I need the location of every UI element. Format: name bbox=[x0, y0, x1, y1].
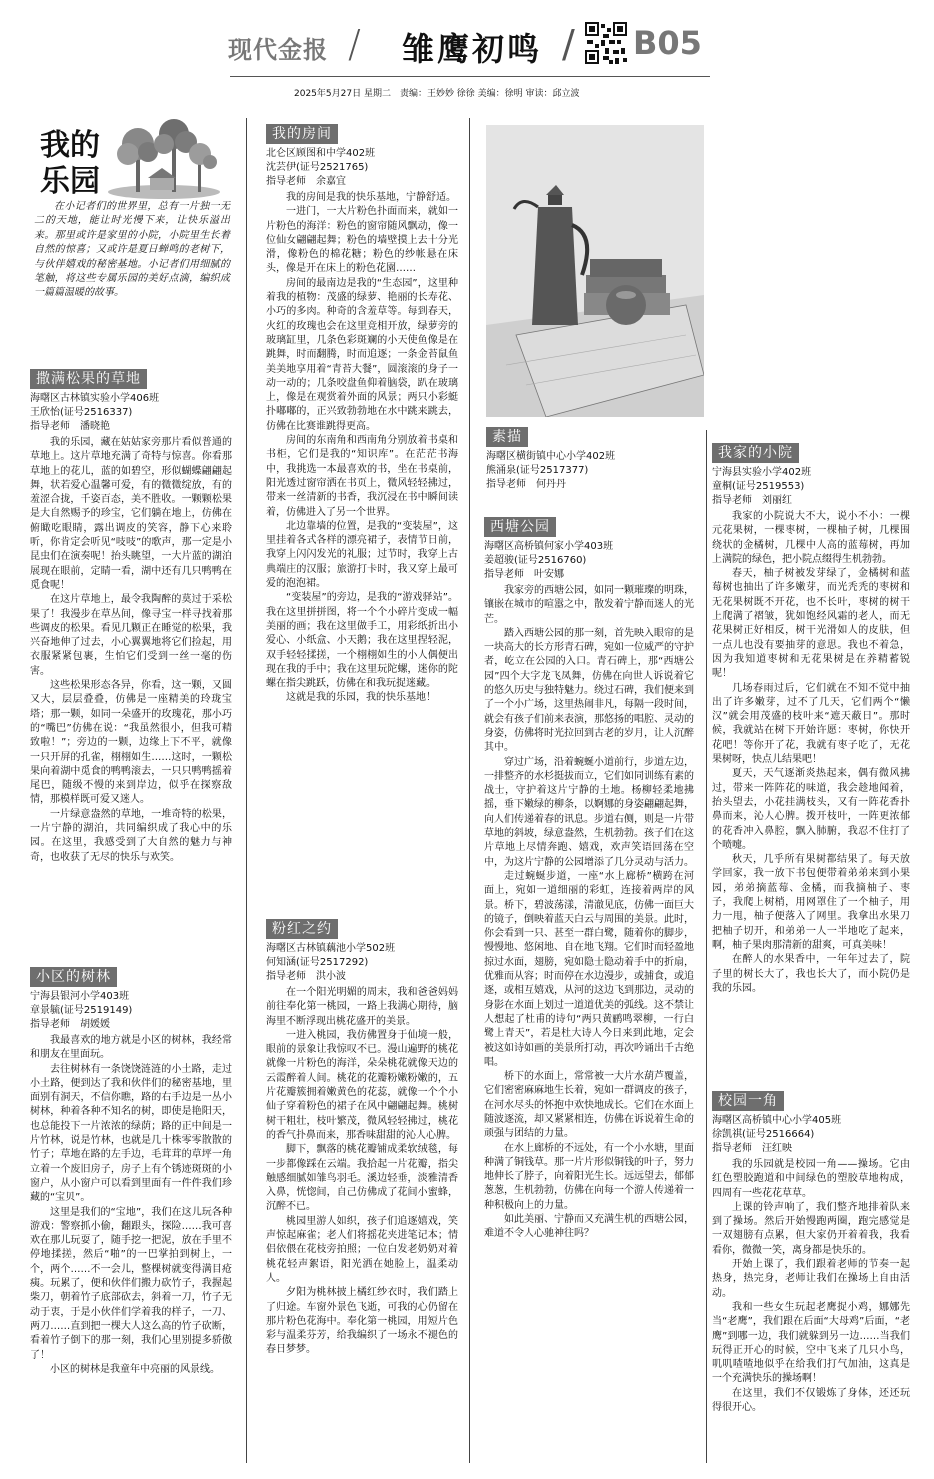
paragraph: 这就是我的乐园，我的快乐基地！ bbox=[286, 692, 436, 704]
paragraph: 一进门，一大片粉色扑面而来，就如一片粉色的海洋：粉色的窗帘随风飘动，像一位仙女翩翩起舞；粉色的墙壁摸上去十分光滑，像粉色的棉花糖；粉色的纱帐悬在床头，像是开在床上的粉色花園…… bbox=[266, 206, 458, 275]
article-author: 熊涌泉(证号2517377) bbox=[486, 465, 589, 476]
paragraph: 踏入西塘公园的那一刻，首先映入眼帘的是一块高大的长方形青石碑，宛如一位威严的守护者，屹立在公园的入口。青石碑上，那“西塘公园”四个大字龙飞凤舞，仿佛在向世人诉说着它的悠久历史与独特魅力。绕过石碑，我们便来到了一个小广场，这里热闹非凡，每隔一段时间，就会有孩子们前来表演，那悠扬的唱腔、灵动的身姿，仿佛将时光拉回到古老的岁月，让人沉醉其中。 bbox=[484, 627, 694, 754]
paragraph: 我的乐园，藏在姑姑家旁那片看似普通的草地上。这片草地充满了奇特与惊喜。你看那草地上的花儿，蓝的如碧空，形似蝴蝶翩翩起舞，状若爱心温馨可爱，有的微微绽放，有的羞涩合拢，千姿百态，美不胜收。一颗颗松果是大自然赐予的珍宝，它们躺在地上，仿佛在俯瞰吃眼睛，露出调皮的笑容，静下心来聆听，你肯定会听见“吱吱”的歌声，那一定是小昆虫们在演奏呢！抬头眺望，一大片蓝的湖泊展现在眼前，定睛一看，湖中还有几只鸭鸭在觅食呢！ bbox=[30, 437, 232, 591]
article-author: 何知涵(证号2517292) bbox=[266, 957, 369, 968]
paragraph: 脚下，飘落的桃花瓣铺成柔软绒毯，每一步都像踩在云端。我拾起一片花瓣，指尖触感细腻如雏鸟羽毛。溪边轻垂，淡雅清香入鼻，恍惚间，自己仿佛成了花间小蜜蜂，沉醉不已。 bbox=[266, 1144, 458, 1213]
intro-text: 在小记者们的世界里，总有一片独一无二的天地，能让时光慢下来，让快乐溢出来。那里或许是家里的小院，小院里生长着自然的惊喜；又或许是夏日蝉鸣的老树下，与伙伴嬉戏的秘密基地。小记者们用细腻的笔触，将这些专属乐园的美好点滴，编织成一篇篇温暖的故事。 bbox=[34, 201, 230, 299]
article-school: 海曙区古林镇实验小学406班 bbox=[30, 393, 160, 404]
paragraph: 在这里，我们不仅锻炼了身体，还还玩得很开心。 bbox=[712, 1387, 910, 1414]
article-teacher: 指导老师 汪红映 bbox=[712, 1143, 792, 1154]
paragraph: 桃园里游人如织，孩子们追逐嬉戏，笑声惊起麻雀；老人们将摇花夹进笔记本；情侣依偎在花枝旁拍照；一位白发老奶奶对着桃花轻声絮语，阳光洒在她脸上，温柔动人。 bbox=[266, 1215, 458, 1284]
article-teacher: 指导老师 何丹丹 bbox=[486, 479, 566, 490]
article-author: 章景毓(证号2519149) bbox=[30, 1005, 133, 1016]
paragraph: 走过蜿蜒步道，一座“水上廊桥”横跨在河面上，宛如一道细丽的彩虹，连接着两岸的风景。桥下，碧波荡漾，清澈见底，仿佛一面巨大的镜子，倒映着蓝天白云与周围的美景。此时，你会看到一只、甚至一群白鹭，随着你的脚步，慢慢地、悠闲地、自在地飞翔。它们时而轻盈地掠过水面，翅膀，宛如隐士隐动着手中的折扇，优雅而从容；时而停在水边漫步，或捕食，或追逐，或相互嬉戏，从河的这边飞到那边，灵动的身影在水面上划过一道道优美的弧线。这不禁让人想起了杜甫的诗句“两只黄鹂鸣翠柳，一行白鹭上青天”，若是杜大诗人今日来到此地，定会被这如诗如画的美景所打动，再次吟诵出千古绝唱。 bbox=[484, 870, 694, 1068]
article-body bbox=[712, 510, 910, 996]
header-divider: / bbox=[562, 22, 575, 66]
paragraph: 上课的铃声响了，我们整齐地排着队来到了操场。然后开始慢跑两圈，跑完感觉是一双翅膀有点累，但大家仍开着着我，我看看你，微微一笑，离身都是快乐的。 bbox=[712, 1201, 910, 1256]
paragraph: 夕阳为桃林披上橘红纱衣时，我们踏上了归途。车窗外景色飞逝，可我的心仍留在那片粉色花海中。奉化第一桃园，用短片色彩与温柔芬芳，给我编织了一场永不褪色的春日梦梦。 bbox=[266, 1287, 458, 1356]
paragraph: 夏天，天气逐渐炎热起来，偶有微风拂过，带来一阵阵花的味道，我会趁地闻着，抬头望去，小花挂满枝头，又有一阵花香扑鼻而来，沁人心脾。拨开枝叶，一阵更浓郁的花香冲入鼻腔，飘入肺腑，我忍不住打了个喷嚏。 bbox=[712, 768, 910, 851]
article-title: 撒满松果的草地 bbox=[30, 369, 147, 389]
article-teacher: 指导老师 刘丽红 bbox=[712, 495, 792, 506]
article-teacher: 指导老师 胡媛媛 bbox=[30, 1019, 110, 1030]
paragraph: 房间的东南角和西南角分别放着书桌和书柜，它们是我的“知识库”。在茫茫书海中，我挑选一本最喜欢的书，坐在书桌前，阳光透过窗帘洒在书页上，微风轻轻拂过，带来一丝清新的书香，我沉浸在书中瞬间读着，仿佛进入了另一个世界。 bbox=[266, 435, 458, 518]
article-author: 沈芸伊(证号2521765) bbox=[266, 162, 369, 173]
intro-title bbox=[40, 128, 100, 200]
article-title: 小区的树林 bbox=[30, 967, 117, 987]
article-title: 西塘公园 bbox=[484, 517, 556, 537]
paragraph: 我和一些女生玩起老鹰捉小鸡，娜娜先当“老鹰”，我们跟在后面“大母鸡”后面，“老鹰”到哪一边，我们就躲到另一边……当我们玩得正开心的时候，空中飞来了几只小鸟，叽叽喳喳地似乎在给我们打气加油，这真是一个充满快乐的操场啊！ bbox=[712, 1301, 910, 1385]
intro-title-line: 乐园 bbox=[40, 164, 100, 199]
still-life-sketch-image bbox=[486, 125, 704, 417]
qr-code-icon[interactable] bbox=[585, 22, 627, 64]
paragraph: 这些松果形态各异，你看，这一颗，又圆又大，层层叠叠，仿佛是一座精美的玲珑宝塔；那一颗，如同一朵盛开的玫瑰花，那小巧的“嘴巴”仿佛在说：“我虽然很小，但我可精致啦！”；旁边的一颗，边缘上下不平，就像一只开屏的孔雀，栩栩如生……这时，一颗松果向着湖中觅食的鸭鸭滚去，一只只鸭鸭摇着尾巴，随级不慢的来到岸边，似乎在探察敌情，那模样既可爱又迷人。 bbox=[30, 680, 232, 806]
paragraph: 在这片草地上，最令我陶醉的莫过于采松果了！我漫步在草丛间，像寻宝一样寻找着那些调皮的松果。看见几颗正在睡觉的松果，我兴奋地伸了过去，小心翼翼地将它们捡起，用衣服紧紧包裹，生怕它们受到一丝一毫的伤害。 bbox=[30, 594, 232, 677]
paragraph: 我最喜欢的地方就是小区的树林，我经常和朋友在里面玩。 bbox=[30, 1035, 232, 1061]
article-body bbox=[484, 584, 694, 1242]
paragraph: “变装屋”的旁边，是我的“游戏驿站”。我在这里拼拼图，将一个个小碎片变成一幅美丽的画；我在这里做手工，用彩纸折出小爱心、小纸盒、小天鹅；我在这里捏轻泥，双手轻轻揉搓，一个栩栩如生的小人偶便出现在我的手中；我在这里玩陀螺，迷你的陀螺在指尖跳跃，仿佛在和我玩捉迷藏。 bbox=[266, 592, 458, 690]
article-woods bbox=[30, 966, 232, 1377]
newspaper-name: 现代金报 bbox=[228, 36, 328, 64]
article-school: 海曙区高桥镇何家小学403班 bbox=[484, 541, 614, 552]
paragraph: 春天，柚子树被发芽绿了，金橘树和蓝莓树也抽出了许多嫩芽，而光秃秃的枣树和无花果树既不开花，也不长叶，枣树的树干上爬满了褶皱，犹如饱经风霜的老人，而无花果树正好相反，树干光滑如人的皮肤，但一点儿也没有要抽芽的意思。我也不着急，因为我知道枣树和无花果树是在养精蓄锐呢！ bbox=[712, 568, 910, 680]
paragraph: 桥下的水面上，常常被一大片水葫芦覆盖，它们密密麻麻地生长着，宛如一群调皮的孩子，在河水尽头的怀抱中欢快地成长。它们在水面上随波逐流，却又紧紧相连，仿佛在诉说着生命的顽强与团结的力量。 bbox=[484, 1071, 694, 1140]
article-teacher: 指导老师 余嘉宜 bbox=[266, 176, 346, 187]
paragraph: 在水上廊桥的不远处，有一个小水塘，里面种满了铜钱草。那一片片形似铜钱的叶子，努力地伸长了脖子，向着阳光生长。远远望去，郁郁葱葱，生机勃勃，仿佛在向每一个游人传递着一种积极向上的力量。 bbox=[484, 1142, 694, 1211]
article-body bbox=[712, 1158, 910, 1415]
article-my-yard bbox=[712, 442, 910, 996]
paragraph: 几场春雨过后，它们就在不知不觉中抽出了许多嫩芽，过不了几天，它们两个“懒汉”就会用茂盛的枝叶来“遮天蔽日”。那时候，我就站在树下开始许愿：枣树，你快开花吧！等你开了花，我就有枣子吃了，无花果树呀，快点儿结果吧！ bbox=[712, 682, 910, 766]
issue-meta: 2025年5月27日 星期二 责编：王妙妙 徐徐 美编：徐明 审读：邱立波 bbox=[294, 89, 580, 99]
article-title: 我的房间 bbox=[266, 124, 338, 144]
paragraph: 在醉人的水果香中，一年年过去了，院子里的树长大了，我也长大了，而小院仍是我的乐园。 bbox=[712, 954, 910, 994]
column-divider bbox=[469, 118, 470, 1463]
paragraph: 开始上课了，我们跟着老师的节奏一起热身，热完身，老师让我们在操场上自由活动。 bbox=[712, 1259, 910, 1299]
paragraph: 我家旁的西塘公园，如同一颗璀璨的明珠，镶嵌在城市的喧嚣之中，散发着宁静而迷人的光芒。 bbox=[484, 585, 694, 625]
paragraph: 我的房间是我的快乐基地，宁静舒适。 bbox=[286, 192, 456, 203]
article-pink-date bbox=[266, 918, 458, 1358]
article-teacher: 指导老师 叶安娜 bbox=[484, 569, 564, 580]
paragraph: 这里是我们的“宝地”，我们在这儿玩各种游戏：警察抓小偷，翻跟头，探险……我可喜欢在那儿玩耍了，随手挖一把泥，放在手里不停地揉搓，然后“啪”的一巴掌拍到树上，一个，两个……不一会儿，整棵树就变得满目疮痍。玩累了，便和伙伴们搬力砍竹子，我握起柴刀，朝着竹子底部砍去，斜着一刀，竹子无动于衷，于是小伙伴们学着我的样子，一刀、两刀……直到把一棵大人这么高的竹子砍断，看着竹子倒下的那一刻，我们心里别提多骄傲了！ bbox=[30, 1206, 232, 1361]
paragraph: 秋天，几乎所有果树都结果了。每天放学回家，我一放下书包便带着弟弟来到小果园，弟弟摘蓝莓、金橘，而我摘柚子、枣子，我爬上树梢，用网罩住了一个柚子，用力一甩，柚子便落入了网里。我拿出水果刀把柚子切开，和弟弟一人一半地吃了起来，啊，柚子果肉那清新的甜爽，可真美味！ bbox=[712, 854, 910, 951]
article-school: 海曙区横街镇中心小学402班 bbox=[486, 451, 616, 462]
article-title: 粉红之约 bbox=[266, 919, 338, 939]
article-author: 王欣怡(证号2516337) bbox=[30, 407, 133, 418]
paragraph: 我家的小院说大不大，说小不小：一棵元花果树，一棵枣树，一棵柚子树，几棵围绕状的金橘树，几棵中人高的蓝莓树，再加上满院的绿色，把小院点缀得生机勃勃。 bbox=[712, 511, 910, 565]
paragraph: 房间的最南边是我的“生态园”，这里种着我的植物：茂盛的绿萝、艳丽的长寿花、小巧的多肉。种奇的含羞草等。每到春天，火红的玫瑰也会在这里竞相开放，绿萝旁的玻璃缸里，几条色彩斑斓的小天使鱼像是在跳舞，时而翻腾，时而追逐；一条金苔鼠鱼美美地享用着“青苔大餐”，圆滚滚的身子一动一动的；几条咬盘鱼仰着脑袋，趴在玻璃上，像是在观赏着外面的风景；两只小彩蜓扑嘟嘟的，正兴致勃勃地在水中跳来跳去，仿佛在比赛谁跳得更高。 bbox=[266, 277, 458, 432]
article-author: 徐凯祺(证号2516664) bbox=[712, 1129, 815, 1140]
paragraph: 在一个阳光明媚的周末，我和爸爸妈妈前往奉化第一桃园，一路上我满心期待，脑海里不断浮现出桃花盛开的美景。 bbox=[266, 987, 458, 1027]
article-sketch bbox=[486, 426, 686, 492]
paragraph: 穿过广场，沿着蜿蜒小道前行，步道左边，一排整齐的水杉挺拔而立，它们如同训练有素的战士，守护着这片宁静的土地。杨柳轻柔地拂摇，垂下嫩绿的柳条，以婀娜的身姿翩翩起舞，向人们传递着春的讯息。步道右侧，则是一片带草地的斜坡，绿意盎然，生机勃勃。孩子们在这片草地上尽情奔跑、嬉戏，欢声笑语回荡在空中，为这片宁静的公园增添了几分灵动与活力。 bbox=[484, 756, 694, 868]
article-my-room bbox=[266, 123, 458, 706]
intro-title-line: 我的 bbox=[40, 128, 100, 163]
article-body bbox=[266, 986, 458, 1358]
trees-illustration-icon bbox=[102, 118, 220, 200]
section-title: 雏鹰初鸣 bbox=[402, 30, 543, 68]
article-title: 校园一角 bbox=[712, 1091, 784, 1111]
article-school: 北仑区顾图和中学402班 bbox=[266, 148, 376, 159]
column-divider bbox=[246, 118, 247, 1463]
article-author: 姜超骏(证号2516760) bbox=[484, 555, 587, 566]
paragraph: 小区的树林是我童年中亮丽的风景线。 bbox=[50, 1363, 220, 1375]
article-grassland bbox=[30, 368, 232, 865]
paragraph: 一进入桃园，我仿佛置身于仙境一般，眼前的景象让我惊叹不已。漫山遍野的桃花就像一片粉色的海洋，朵朵桃花就像天边的云霞醉着人间。桃花的花瓣粉嫩粉嫩的，五片花瓣簇拥着嫩黄色的花蕊，就像一个个小仙子穿着粉色的裙子在风中翩翩起舞。桃树树干粗壮，枝叶繁茂，微风轻轻拂过，桃花的香气扑鼻而来，那香味甜甜的沁人心脾。 bbox=[266, 1029, 458, 1141]
column-divider bbox=[706, 430, 707, 1463]
article-school: 海曙区高桥镇中心小学405班 bbox=[712, 1115, 842, 1126]
article-school: 宁海县银河小学403班 bbox=[30, 991, 130, 1002]
article-teacher: 指导老师 洪小波 bbox=[266, 971, 346, 982]
paragraph: 我的乐园就是校园一角——操场。它由红色塑胶跑道和中间绿色的塑胶草地构成，四周有一些花花草草。 bbox=[712, 1159, 910, 1199]
article-xitang-park bbox=[484, 516, 694, 1242]
paragraph: 去往树林有一条饶饶涟涟的小土路，走过小土路，便到达了我和伙伴们的秘密基地，里面别有洞天，不信你瞧，路的右手边是一丛小树林，种着各种不知名的树，即使是艳阳天，也总能投下一片浓浓的绿荫；路的正中间是一片竹林，说是竹林，也就是几十株零零散散的竹子；草地在路的左手边，毛茸茸的草坪一角立着一个废旧房子，房子上有个锈迹斑斑的小窗户，从小窗户可以看到里面有一件件我们珍藏的“宝贝”。 bbox=[30, 1063, 232, 1204]
header-rule bbox=[230, 76, 710, 77]
paragraph: 如此美丽、宁静而又充满生机的西塘公园，难道不令人心驰神往吗？ bbox=[484, 1214, 694, 1240]
article-title: 我家的小院 bbox=[712, 443, 799, 463]
article-school: 海曙区古林镇藕池小学502班 bbox=[266, 943, 396, 954]
page-number: B05 bbox=[633, 24, 702, 62]
article-teacher: 指导老师 潘晓艳 bbox=[30, 421, 110, 432]
article-body bbox=[30, 436, 232, 865]
article-body bbox=[266, 191, 458, 706]
paragraph: 北边靠墙的位置，是我的“变装屋”，这里挂着各式各样的漂亮裙子，表情节日前，我穿上闪闪发光的礼服；过节时，我穿上古典端庄的汉服；旅游打卡时，我又穿上最可爱的泡泡裙。 bbox=[266, 520, 458, 590]
article-author: 童桐(证号2519553) bbox=[712, 481, 805, 492]
article-campus-corner bbox=[712, 1090, 910, 1415]
article-title: 素描 bbox=[486, 427, 528, 447]
article-school: 宁海县实验小学402班 bbox=[712, 467, 812, 478]
header-divider: / bbox=[348, 22, 361, 66]
article-body bbox=[30, 1034, 232, 1377]
paragraph: 一片绿意盎然的草地，一堆奇特的松果，一片宁静的湖泊，共同编织成了我心中的乐园。在这里，我感受到了大自然的魅力与神奇，也收获了无尽的快乐与欢笑。 bbox=[30, 808, 232, 863]
